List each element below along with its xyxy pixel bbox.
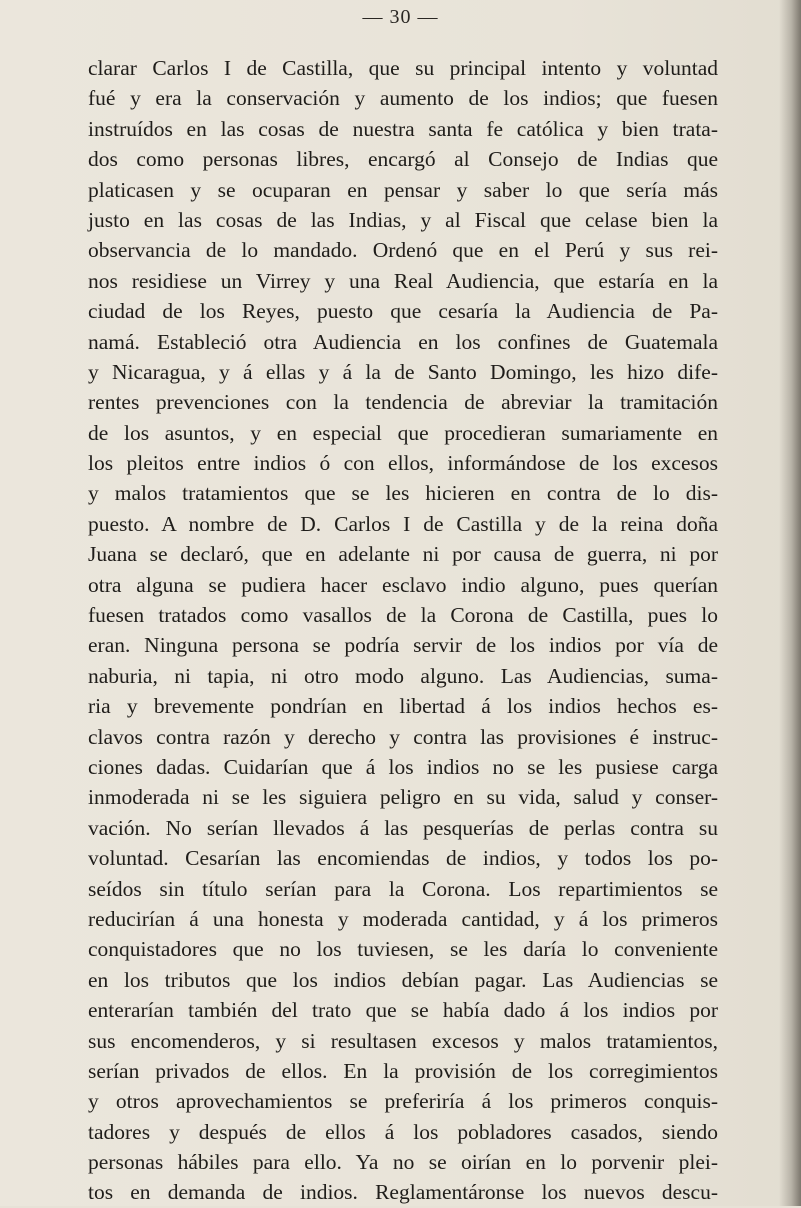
text-line: tadores y después de ellos á los pobladores casados, siendo xyxy=(88,1119,718,1144)
text-line: y otros aprovechamientos se preferiría á los primeros conquis- xyxy=(88,1089,718,1114)
text-line: y Nicaragua, y á ellas y á la de Santo Domingo, les hizo dife- xyxy=(88,359,718,384)
text-line: los pleitos entre indios ó con ellos, informándose de los excesos xyxy=(88,451,718,476)
page-number: — 30 — xyxy=(362,6,439,28)
text-line: dos como personas libres, encargó al Consejo de Indias que xyxy=(88,147,718,172)
text-line: de los asuntos, y en especial que procedieran sumariamente en xyxy=(88,420,718,445)
text-line: platicasen y se ocuparan en pensar y saber lo que sería más xyxy=(88,177,718,202)
text-line: eran. Ninguna persona se podría servir de los indios por vía de xyxy=(88,633,718,658)
text-line: observancia de lo mandado. Ordenó que en el Perú y sus rei- xyxy=(88,238,718,263)
text-line: otra alguna se pudiera hacer esclavo indio alguno, pues querían xyxy=(88,572,718,597)
text-line: voluntad. Cesarían las encomiendas de indios, y todos los po- xyxy=(88,846,718,871)
text-line: ciudad de los Reyes, puesto que cesaría la Audiencia de Pa- xyxy=(88,299,718,324)
text-line: personas hábiles para ello. Ya no se oirían en lo porvenir plei- xyxy=(88,1150,718,1175)
text-line: seídos sin título serían para la Corona. Los repartimientos se xyxy=(88,876,718,901)
text-line: reducirían á una honesta y moderada cantidad, y á los primeros xyxy=(88,906,718,931)
text-line: serían privados de ellos. En la provisión de los corregimientos xyxy=(88,1058,718,1083)
text-line: vación. No serían llevados á las pesquerías de perlas contra su xyxy=(88,815,718,840)
text-line: Juana se declaró, que en adelante ni por causa de guerra, ni por xyxy=(88,542,718,567)
text-line: en los tributos que los indios debían pagar. Las Audiencias se xyxy=(88,967,718,992)
text-line: fuesen tratados como vasallos de la Corona de Castilla, pues lo xyxy=(88,603,718,628)
text-line: puesto. A nombre de D. Carlos I de Castilla y de la reina doña xyxy=(88,511,718,536)
text-line: namá. Estableció otra Audiencia en los confines de Guatemala xyxy=(88,329,718,354)
text-line: rentes prevenciones con la tendencia de abreviar la tramitación xyxy=(88,390,718,415)
text-line: fué y era la conservación y aumento de los indios; que fuesen xyxy=(88,86,718,111)
text-line: clarar Carlos I de Castilla, que su principal intento y voluntad xyxy=(88,56,718,80)
page-edge-shadow xyxy=(779,0,801,1206)
text-line: inmoderada ni se les siguiera peligro en su vida, salud y conser- xyxy=(88,785,718,810)
text-line: conquistadores que no los tuviesen, se les daría lo conveniente xyxy=(88,937,718,962)
text-line: y malos tratamientos que se les hicieren en contra de lo dis- xyxy=(88,481,718,506)
body-text xyxy=(88,53,718,1208)
text-line: naburia, ni tapia, ni otro modo alguno. Las Audiencias, suma- xyxy=(88,663,718,688)
text-line: sus encomenderos, y si resultasen excesos y malos tratamientos, xyxy=(88,1028,718,1053)
text-line: nos residiese un Virrey y una Real Audiencia, que estaría en la xyxy=(88,268,718,293)
text-line: enterarían también del trato que se había dado á los indios por xyxy=(88,998,718,1023)
text-line: ciones dadas. Cuidarían que á los indios no se les pusiese carga xyxy=(88,754,718,779)
text-line: instruídos en las cosas de nuestra santa fe católica y bien trata- xyxy=(88,116,718,141)
text-line: tos en demanda de indios. Reglamentáronse los nuevos descu- xyxy=(88,1180,718,1205)
text-line: clavos contra razón y derecho y contra las provisiones é instruc- xyxy=(88,724,718,749)
text-line: ria y brevemente pondrían en libertad á los indios hechos es- xyxy=(88,694,718,719)
text-line: justo en las cosas de las Indias, y al Fiscal que celase bien la xyxy=(88,207,718,232)
